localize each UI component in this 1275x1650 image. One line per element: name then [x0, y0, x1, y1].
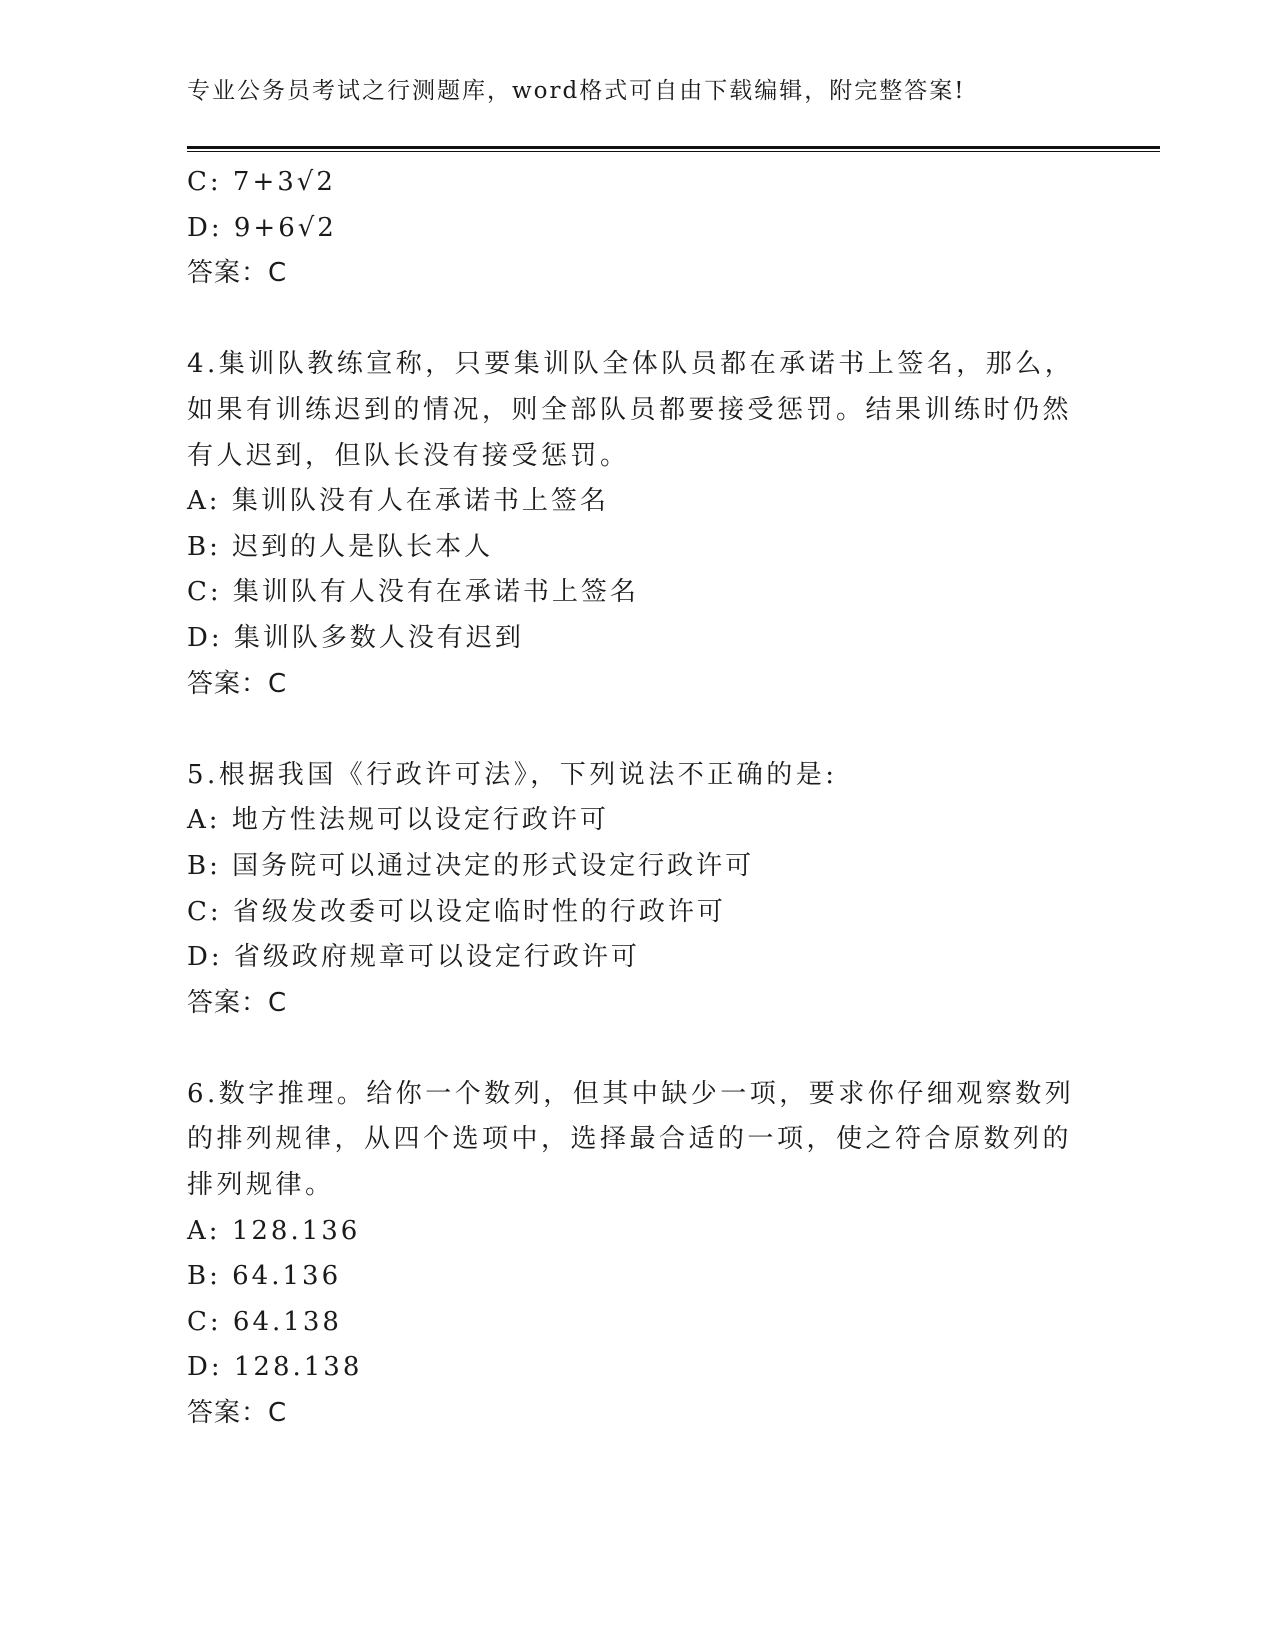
- option-text: 集训队没有人在承诺书上签名: [231, 486, 609, 517]
- option-letter: C:: [187, 167, 222, 197]
- question-text-line: 的排列规律，从四个选项中，选择最合适的一项，使之符合原数列的: [187, 1124, 1073, 1155]
- question-5: [187, 753, 1067, 1027]
- question-text-line: 6.数字推理。给你一个数列，但其中缺少一项，要求你仔细观察数列: [187, 1078, 1075, 1109]
- spacer: [187, 297, 1067, 343]
- document-body: [187, 160, 1075, 1437]
- option-letter: B:: [187, 531, 221, 562]
- prev-question: [187, 160, 1067, 297]
- option-line: [187, 1209, 1067, 1255]
- answer-line: 答案：C: [187, 1398, 288, 1429]
- option-text: 9+6√2: [233, 212, 337, 243]
- option-letter: D:: [187, 942, 223, 973]
- option-letter: A:: [187, 1215, 221, 1246]
- option-letter: D:: [187, 212, 223, 243]
- option-line: [187, 1300, 1067, 1346]
- header-rule: [187, 146, 1160, 152]
- option-text: 7+3√2: [232, 167, 336, 197]
- option-letter: D:: [187, 1352, 223, 1383]
- option-text: 省级政府规章可以设定行政许可: [233, 942, 640, 973]
- option-line: [187, 890, 1067, 936]
- question-text-line: 如果有训练迟到的情况，则全部队员都要接受惩罚。结果训练时仍然: [187, 394, 1073, 425]
- option-line: [187, 798, 1067, 844]
- option-text: 128.138: [233, 1352, 363, 1383]
- question-4: [187, 342, 1075, 707]
- question-text-line: 排列规律。: [187, 1170, 335, 1201]
- option-line: [187, 525, 1067, 571]
- spacer: [187, 1026, 1067, 1072]
- answer-line: 答案：C: [187, 258, 288, 289]
- option-letter: A:: [187, 486, 221, 517]
- option-text: 地方性法规可以设定行政许可: [231, 805, 609, 836]
- question-text-line: 5.根据我国《行政许可法》，下列说法不正确的是:: [187, 759, 838, 790]
- option-line: [187, 1345, 1067, 1391]
- option-line: [187, 844, 1067, 890]
- option-text: 国务院可以通过决定的形式设定行政许可: [232, 850, 755, 881]
- option-letter: C:: [187, 896, 222, 927]
- option-line: [187, 616, 1067, 662]
- option-line: [187, 206, 1067, 252]
- question-text-line: 有人迟到，但队长没有接受惩罚。: [187, 440, 630, 471]
- option-line: [187, 1254, 1067, 1300]
- option-text: 64.138: [232, 1306, 342, 1337]
- answer-line: 答案：C: [187, 668, 288, 699]
- answer-line: 答案：C: [187, 987, 288, 1018]
- page-header: 专业公务员考试之行测题库，word格式可自由下载编辑，附完整答案!: [187, 78, 966, 104]
- question-text-line: 4.集训队教练宣称，只要集训队全体队员都在承诺书上签名，那么，: [187, 349, 1075, 380]
- option-text: 128.136: [231, 1215, 361, 1246]
- option-line: [187, 160, 1067, 206]
- option-line: [187, 935, 1067, 981]
- option-text: 集训队多数人没有迟到: [233, 622, 524, 653]
- option-line: [187, 479, 1067, 525]
- option-text: 省级发改委可以设定临时性的行政许可: [232, 896, 726, 927]
- option-text: 迟到的人是队长本人: [232, 531, 494, 562]
- question-6: [187, 1072, 1075, 1437]
- option-letter: A:: [187, 805, 221, 836]
- option-letter: D:: [187, 622, 223, 653]
- spacer: [187, 707, 1067, 753]
- option-letter: B:: [187, 850, 221, 881]
- option-text: 集训队有人没有在承诺书上签名: [232, 577, 639, 608]
- option-line: [187, 570, 1067, 616]
- option-letter: B:: [187, 1261, 221, 1292]
- option-letter: C:: [187, 1306, 222, 1337]
- option-letter: C:: [187, 577, 222, 608]
- option-text: 64.136: [232, 1261, 342, 1292]
